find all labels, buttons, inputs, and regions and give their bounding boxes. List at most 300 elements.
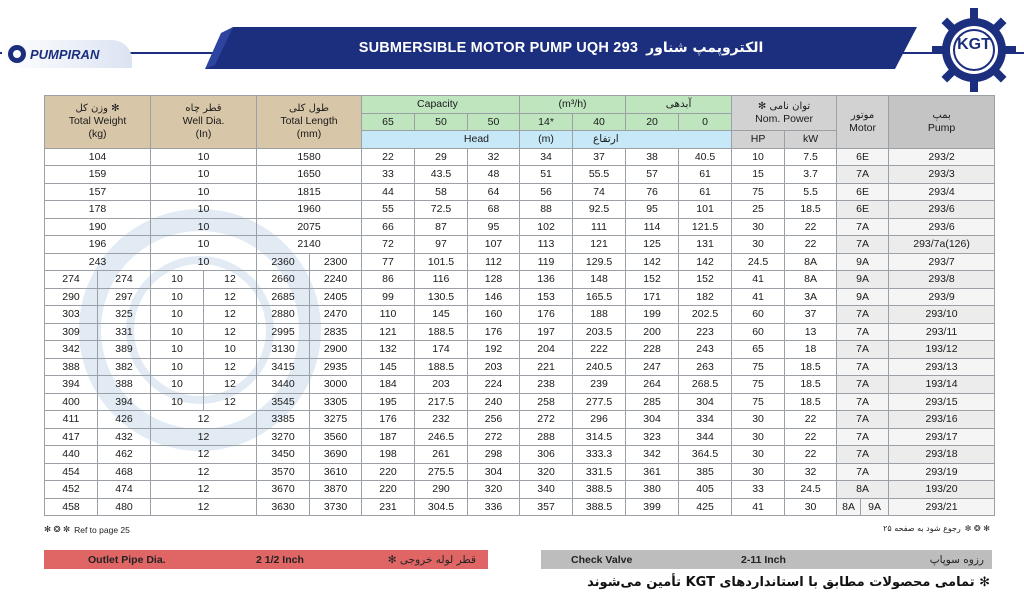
kw-cell: 7.5 [785,148,837,166]
well-dia-cell: 10 [151,183,257,201]
well-dia-cell: 10 [151,306,204,324]
length-cell: 2900 [310,341,362,359]
weight-cell: 274 [45,271,98,289]
weight-cell: 243 [45,253,151,271]
head-cell: 107 [468,236,520,254]
well-dia-cell: 10 [151,166,257,184]
pump-cell: 293/9 [889,288,995,306]
hp-cell: 33 [732,481,785,499]
well-dia-cell: 12 [151,446,257,464]
head-cell: 323 [626,428,679,446]
well-dia-cell: 10 [204,341,257,359]
head-cell: 142 [626,253,679,271]
head-cell: 116 [415,271,468,289]
head-cell: 220 [362,481,415,499]
weight-cell: 178 [45,201,151,219]
well-dia-cell: 10 [151,148,257,166]
header-nom-power: ✻ توان نامی Nom. Power [732,96,837,131]
head-cell: 174 [415,341,468,359]
head-cell: 176 [362,411,415,429]
table-row [45,201,995,219]
motor-cell: 7A [837,166,889,184]
head-cell: 119 [520,253,573,271]
table-row [45,236,995,254]
head-cell: 99 [362,288,415,306]
motor-cell: 7A [837,376,889,394]
hp-cell: 10 [732,148,785,166]
weight-cell: 290 [45,288,98,306]
weight-cell: 196 [45,236,151,254]
capacity-value: 0 [679,113,732,131]
weight-cell: 303 [45,306,98,324]
head-cell: 176 [520,306,573,324]
length-cell: 2240 [310,271,362,289]
head-cell: 246.5 [415,428,468,446]
title-persian: الکتروپمپ شناور [646,40,764,56]
head-cell: 112 [468,253,520,271]
head-cell: 121 [362,323,415,341]
head-cell: 405 [679,481,732,499]
length-cell: 2935 [310,358,362,376]
title-banner [205,27,917,69]
head-cell: 148 [573,271,626,289]
head-cell: 198 [362,446,415,464]
head-cell: 152 [626,271,679,289]
pump-cell: 293/7 [889,253,995,271]
head-cell: 336 [468,498,520,516]
head-cell: 285 [626,393,679,411]
head-cell: 240 [468,393,520,411]
length-cell: 3385 [257,411,310,429]
head-cell: 38 [626,148,679,166]
kw-cell: 37 [785,306,837,324]
head-cell: 221 [520,358,573,376]
table-row [45,341,995,359]
kw-cell: 22 [785,446,837,464]
head-cell: 243 [679,341,732,359]
head-cell: 56 [520,183,573,201]
header-pump: بمپ Pump [889,96,995,149]
weight-cell: 426 [98,411,151,429]
weight-cell: 394 [98,393,151,411]
well-dia-cell: 10 [151,253,257,271]
head-cell: 101 [679,201,732,219]
check-label-en: Check Valve [571,553,633,566]
head-cell: 48 [468,166,520,184]
table-row [45,288,995,306]
head-cell: 334 [679,411,732,429]
weight-cell: 454 [45,463,98,481]
well-dia-cell: 12 [204,288,257,306]
weight-cell: 388 [98,376,151,394]
head-cell: 188 [573,306,626,324]
head-cell: 125 [626,236,679,254]
head-cell: 275.5 [415,463,468,481]
head-cell: 202.5 [679,306,732,324]
head-cell: 128 [468,271,520,289]
head-cell: 121.5 [679,218,732,236]
head-cell: 290 [415,481,468,499]
length-cell: 3000 [310,376,362,394]
well-dia-cell: 12 [204,358,257,376]
weight-cell: 382 [98,358,151,376]
head-cell: 29 [415,148,468,166]
head-cell: 357 [520,498,573,516]
well-dia-cell: 10 [151,218,257,236]
note-left-text: Ref to page 25 [74,524,130,535]
motor-cell: 6E [837,148,889,166]
head-cell: 425 [679,498,732,516]
head-cell: 220 [362,463,415,481]
hp-cell: 60 [732,323,785,341]
head-cell: 145 [362,358,415,376]
length-cell: 2140 [257,236,362,254]
hp-cell: 25 [732,201,785,219]
footer-note: ✻ تمامی محصولات مطابق با استانداردهای KGT تأمین می‌شوند [587,575,990,590]
table-row [45,446,995,464]
motor-cell: 9A [837,271,889,289]
table-row [45,218,995,236]
kw-cell: 3A [785,288,837,306]
head-cell: 203 [468,358,520,376]
motor-cell: 7A [837,218,889,236]
outlet-value: 2 1/2 Inch [256,553,304,566]
well-dia-cell: 12 [151,463,257,481]
head-cell: 32 [468,148,520,166]
head-cell: 33 [362,166,415,184]
head-cell: 72 [362,236,415,254]
head-cell: 192 [468,341,520,359]
head-cell: 320 [468,481,520,499]
head-cell: 380 [626,481,679,499]
head-cell: 86 [362,271,415,289]
header-head-fa: ارتفاع [573,131,732,149]
head-cell: 22 [362,148,415,166]
table-row [45,306,995,324]
motor-cell: 8A [837,481,889,499]
header-head-unit: (m) [520,131,573,149]
length-cell: 3670 [257,481,310,499]
head-cell: 306 [520,446,573,464]
head-cell: 199 [626,306,679,324]
pumpiran-icon [8,45,26,63]
outlet-label-fa: ✻ قطر لوله خروجی [387,553,476,566]
hp-cell: 30 [732,463,785,481]
header-head: Head [362,131,520,149]
pump-cell: 293/15 [889,393,995,411]
pump-cell: 293/18 [889,446,995,464]
head-cell: 217.5 [415,393,468,411]
kw-cell: 5.5 [785,183,837,201]
table-row [45,358,995,376]
motor-cell: 7A [837,306,889,324]
hp-cell: 75 [732,183,785,201]
capacity-value: 65 [362,113,415,131]
head-cell: 95 [626,201,679,219]
header-kw: kW [785,131,837,149]
pump-cell: 293/10 [889,306,995,324]
length-cell: 3545 [257,393,310,411]
head-cell: 40.5 [679,148,732,166]
head-cell: 51 [520,166,573,184]
head-cell: 203.5 [573,323,626,341]
weight-cell: 474 [98,481,151,499]
head-cell: 111 [573,218,626,236]
header-capacity: Capacity [362,96,520,114]
head-cell: 247 [626,358,679,376]
kw-cell: 13 [785,323,837,341]
table-row [45,481,995,499]
head-cell: 268.5 [679,376,732,394]
kgt-wordmark: KGT [957,36,991,53]
head-cell: 263 [679,358,732,376]
kw-cell: 32 [785,463,837,481]
head-cell: 197 [520,323,573,341]
motor-cell: 7A [837,236,889,254]
head-cell: 152 [679,271,732,289]
kw-cell: 8A [785,271,837,289]
pump-cell: 293/19 [889,463,995,481]
length-cell: 2880 [257,306,310,324]
length-cell: 3270 [257,428,310,446]
motor-cell: 7A [837,341,889,359]
head-cell: 43.5 [415,166,468,184]
kw-cell: 18 [785,341,837,359]
head-cell: 228 [626,341,679,359]
hp-cell: 41 [732,271,785,289]
weight-cell: 452 [45,481,98,499]
capacity-value: 20 [626,113,679,131]
hp-cell: 41 [732,288,785,306]
motor-cell: 7A [837,463,889,481]
well-dia-cell: 12 [204,271,257,289]
well-dia-cell: 10 [151,341,204,359]
head-cell: 110 [362,306,415,324]
length-cell: 3870 [310,481,362,499]
head-cell: 182 [679,288,732,306]
head-cell: 34 [520,148,573,166]
well-dia-cell: 10 [151,376,204,394]
head-cell: 153 [520,288,573,306]
well-dia-cell: 10 [151,271,204,289]
kw-cell: 30 [785,498,837,516]
header-capacity-unit: (m³/h) [520,96,626,114]
check-valve-bar [541,550,992,569]
length-cell: 2075 [257,218,362,236]
head-cell: 102 [520,218,573,236]
kw-cell: 22 [785,236,837,254]
motor-cell: 8A [837,498,861,516]
head-cell: 331.5 [573,463,626,481]
weight-cell: 432 [98,428,151,446]
pump-cell: 293/17 [889,428,995,446]
motor-cell: 7A [837,393,889,411]
head-cell: 64 [468,183,520,201]
weight-cell: 342 [45,341,98,359]
well-dia-cell: 12 [204,306,257,324]
head-cell: 364.5 [679,446,732,464]
head-cell: 272 [520,411,573,429]
head-cell: 399 [626,498,679,516]
well-dia-cell: 10 [151,201,257,219]
table-row [45,271,995,289]
head-cell: 92.5 [573,201,626,219]
length-cell: 2835 [310,323,362,341]
head-cell: 97 [415,236,468,254]
kw-cell: 22 [785,218,837,236]
head-cell: 340 [520,481,573,499]
head-cell: 68 [468,201,520,219]
head-cell: 131 [679,236,732,254]
length-cell: 2470 [310,306,362,324]
head-cell: 129.5 [573,253,626,271]
head-cell: 146 [468,288,520,306]
pump-cell: 293/2 [889,148,995,166]
pumpiran-logo [2,40,132,68]
length-cell: 3130 [257,341,310,359]
well-dia-cell: 12 [151,411,257,429]
length-cell: 3275 [310,411,362,429]
weight-cell: 480 [98,498,151,516]
pumpiran-wordmark: PUMPIRAN [30,46,100,62]
head-cell: 114 [626,218,679,236]
length-cell: 2660 [257,271,310,289]
head-cell: 101.5 [415,253,468,271]
kw-cell: 18.5 [785,376,837,394]
kgt-logo [930,6,1018,94]
head-cell: 55 [362,201,415,219]
header-capacity-fa: آبدهی [626,96,732,114]
asterisk-icon: ✼ ❂ ✻ [964,524,990,533]
weight-cell: 159 [45,166,151,184]
hp-cell: 15 [732,166,785,184]
outlet-pipe-bar [44,550,488,569]
weight-cell: 458 [45,498,98,516]
pump-cell: 193/14 [889,376,995,394]
well-dia-cell: 12 [204,323,257,341]
note-right [883,524,990,533]
hp-cell: 75 [732,393,785,411]
head-cell: 231 [362,498,415,516]
pump-cell: 193/12 [889,341,995,359]
note-left [44,524,130,535]
table-row [45,183,995,201]
length-cell: 2405 [310,288,362,306]
head-cell: 232 [415,411,468,429]
head-cell: 342 [626,446,679,464]
pump-cell: 293/6 [889,218,995,236]
well-dia-cell: 12 [204,393,257,411]
well-dia-cell: 12 [151,481,257,499]
head-cell: 55.5 [573,166,626,184]
table-row [45,428,995,446]
well-dia-cell: 10 [151,358,204,376]
pump-cell: 193/20 [889,481,995,499]
length-cell: 3440 [257,376,310,394]
kw-cell: 18.5 [785,201,837,219]
motor-cell: 9A [837,253,889,271]
head-cell: 188.5 [415,358,468,376]
head-cell: 203 [415,376,468,394]
head-cell: 200 [626,323,679,341]
spec-table-body [45,148,995,516]
table-row [45,253,995,271]
well-dia-cell: 10 [151,323,204,341]
well-dia-cell: 10 [151,236,257,254]
outlet-label-en: Outlet Pipe Dia. [88,553,166,566]
length-cell: 1580 [257,148,362,166]
title-english: SUBMERSIBLE MOTOR PUMP UQH 293 [358,40,639,56]
head-cell: 77 [362,253,415,271]
head-cell: 176 [468,323,520,341]
length-cell: 3560 [310,428,362,446]
head-cell: 165.5 [573,288,626,306]
length-cell: 1650 [257,166,362,184]
weight-cell: 190 [45,218,151,236]
hp-cell: 30 [732,411,785,429]
head-cell: 184 [362,376,415,394]
head-cell: 361 [626,463,679,481]
hp-cell: 30 [732,446,785,464]
head-cell: 76 [626,183,679,201]
table-row [45,323,995,341]
table-row [45,148,995,166]
well-dia-cell: 10 [151,288,204,306]
motor-cell: 7A [837,411,889,429]
head-cell: 57 [626,166,679,184]
weight-cell: 388 [45,358,98,376]
head-cell: 277.5 [573,393,626,411]
check-value: 2-11 Inch [741,553,786,566]
length-cell: 2995 [257,323,310,341]
spec-table [44,95,995,516]
weight-cell: 462 [98,446,151,464]
hp-cell: 75 [732,358,785,376]
head-cell: 37 [573,148,626,166]
hp-cell: 30 [732,218,785,236]
pump-cell: 293/6 [889,201,995,219]
length-cell: 3630 [257,498,310,516]
weight-cell: 400 [45,393,98,411]
head-cell: 304 [679,393,732,411]
pump-cell: 293/16 [889,411,995,429]
head-cell: 239 [573,376,626,394]
length-cell: 3610 [310,463,362,481]
motor-cell: 6E [837,183,889,201]
asterisk-icon: ✻ ❂ ✼ [44,524,71,534]
kw-cell: 24.5 [785,481,837,499]
head-cell: 72.5 [415,201,468,219]
header-total-length: طول کلی Total Length (mm) [257,96,362,149]
motor-cell: 7A [837,446,889,464]
head-cell: 66 [362,218,415,236]
head-cell: 61 [679,183,732,201]
hp-cell: 65 [732,341,785,359]
head-cell: 121 [573,236,626,254]
head-cell: 344 [679,428,732,446]
pump-cell: 293/7a(126) [889,236,995,254]
motor-cell: 7A [837,358,889,376]
header-well-dia: قطر چاه Well Dia. (In) [151,96,257,149]
well-dia-cell: 10 [151,393,204,411]
head-cell: 195 [362,393,415,411]
weight-cell: 440 [45,446,98,464]
length-cell: 1815 [257,183,362,201]
head-cell: 87 [415,218,468,236]
head-cell: 320 [520,463,573,481]
weight-cell: 274 [98,271,151,289]
head-cell: 61 [679,166,732,184]
